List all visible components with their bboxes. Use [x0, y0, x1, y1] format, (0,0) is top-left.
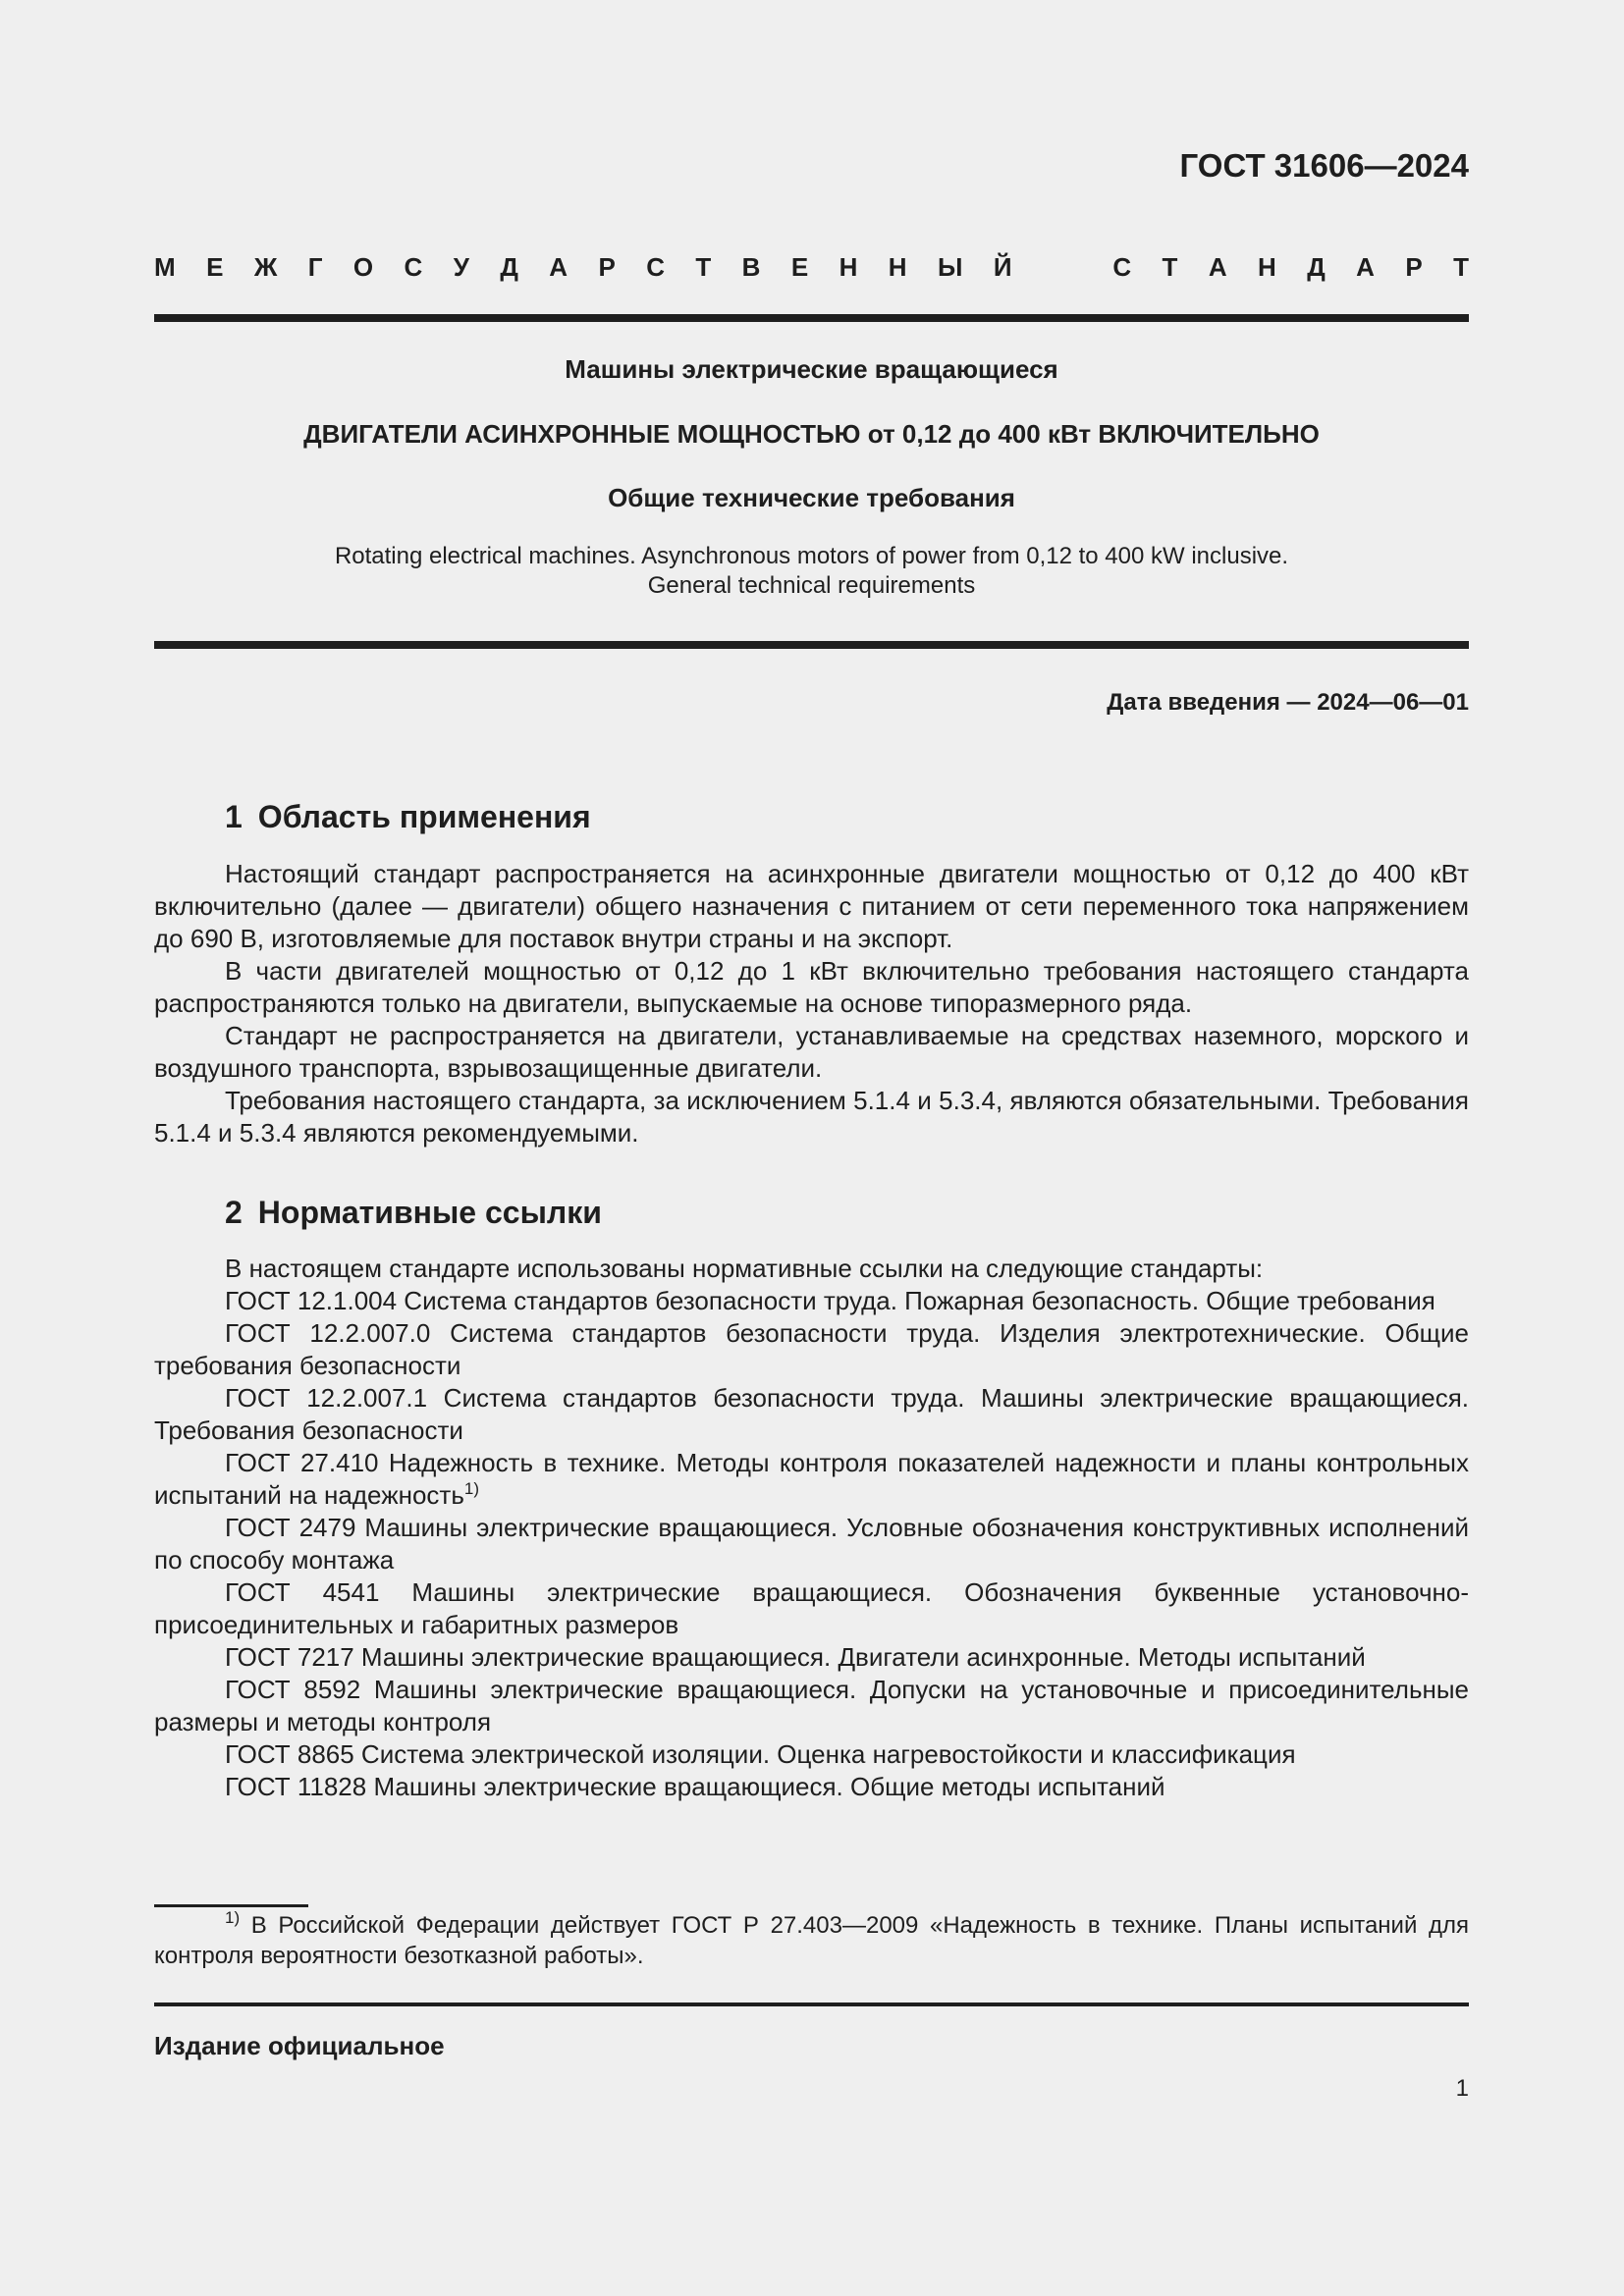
title-english-line-1: Rotating electrical machines. Asynchronous motors of power from 0,12 to 400 kW inclusive. — [334, 543, 1289, 569]
effective-date: Дата введения — 2024—06—01 — [1107, 689, 1469, 716]
banner-letter: Е — [206, 252, 224, 282]
banner-letter: Й — [993, 252, 1012, 282]
normative-reference: ГОСТ 8592 Машины электрические вращающиеся. Допуски на установочные и присоединительные размеры и методы контроля — [154, 1675, 1469, 1736]
banner-letter: Ы — [937, 252, 963, 282]
document-number: ГОСТ 31606—2024 — [1179, 147, 1469, 184]
title-main: ДВИГАТЕЛИ АСИНХРОННЫЕ МОЩНОСТЬЮ от 0,12 до 400 кВт ВКЛЮЧИТЕЛЬНО — [303, 419, 1320, 449]
banner-letter: Р — [1405, 252, 1423, 282]
banner-letter: Т — [695, 252, 712, 282]
normative-reference: ГОСТ 7217 Машины электрические вращающиеся. Двигатели асинхронные. Методы испытаний — [225, 1642, 1366, 1672]
banner-letter: Д — [500, 252, 518, 282]
title-group: Машины электрические вращающиеся — [565, 354, 1058, 384]
section-1-body — [154, 858, 1469, 1149]
banner-letter: М — [154, 252, 176, 282]
banner-letter: В — [741, 252, 761, 282]
normative-reference: ГОСТ 12.2.007.1 Система стандартов безопасности труда. Машины электрические вращающиеся. Требования безопасности — [154, 1383, 1469, 1445]
section-1-paragraph: Требования настоящего стандарта, за исключением 5.1.4 и 5.3.4, являются обязательными. Требования 5.1.4 и 5.3.4 являются рекомендуемыми. — [154, 1086, 1469, 1148]
normative-reference: ГОСТ 11828 Машины электрические вращающиеся. Общие методы испытаний — [225, 1772, 1165, 1801]
banner-letter: Р — [598, 252, 616, 282]
section-1-paragraph: Стандарт не распространяется на двигатели, устанавливаемые на средствах наземного, морского и воздушного транспорта, взрывозащищенные двигатели. — [154, 1021, 1469, 1083]
banner-letter: А — [1208, 252, 1227, 282]
banner-letter: А — [1356, 252, 1375, 282]
footnote — [154, 1910, 1469, 1971]
normative-reference: ГОСТ 12.1.004 Система стандартов безопасности труда. Пожарная безопасность. Общие требования — [225, 1286, 1435, 1315]
banner-letter: Ж — [253, 252, 278, 282]
edition-label: Издание официальное — [154, 2031, 445, 2060]
footnote-mark: 1) — [225, 1908, 241, 1927]
header-rule-bottom — [154, 641, 1469, 649]
banner-letter: Д — [1307, 252, 1326, 282]
section-2-intro: В настоящем стандарте использованы нормативные ссылки на следующие стандарты: — [225, 1254, 1264, 1283]
banner-letter: У — [453, 252, 469, 282]
banner-letter: Е — [790, 252, 809, 282]
footnote-separator — [154, 1904, 308, 1907]
title-english — [154, 542, 1469, 601]
banner-letter: С — [1112, 252, 1132, 282]
banner-letter: С — [404, 252, 423, 282]
normative-reference: ГОСТ 8865 Система электрической изоляции. Оценка нагревостойкости и классификация — [225, 1739, 1296, 1769]
normative-reference: ГОСТ 12.2.007.0 Система стандартов безопасности труда. Изделия электротехнические. Общие требования безопасности — [154, 1318, 1469, 1380]
title-sub: Общие технические требования — [608, 483, 1015, 512]
section-1-title: Область применения — [257, 799, 591, 834]
section-1-paragraph: Настоящий стандарт распространяется на асинхронные двигатели мощностью от 0,12 до 400 кВт включительно (далее — двигатели) общего назначения с питанием от сети переменного тока напряжением до 690 В, изготовляемые для поставок внутри страны и на экспорт. — [154, 859, 1469, 953]
section-2-number: 2 — [225, 1195, 243, 1230]
banner-letter: Н — [888, 252, 907, 282]
normative-reference: ГОСТ 2479 Машины электрические вращающиеся. Условные обозначения конструктивных исполнений по способу монтажа — [154, 1513, 1469, 1575]
banner-letter: Н — [1258, 252, 1276, 282]
banner-letter: Н — [839, 252, 858, 282]
footnote-text: В Российской Федерации действует ГОСТ Р 27.403—2009 «Надежность в технике. Планы испытаний для контроля вероятности безотказной работы». — [154, 1912, 1469, 1969]
footer-rule — [154, 2002, 1469, 2006]
banner-letter: Т — [1162, 252, 1178, 282]
normative-reference: ГОСТ 4541 Машины электрические вращающиеся. Обозначения буквенные установочно-присоединительных и габаритных размеров — [154, 1577, 1469, 1639]
normative-reference — [154, 1447, 1469, 1512]
page-number: 1 — [1455, 2075, 1469, 2102]
banner-letter: А — [549, 252, 568, 282]
banner-letter: Т — [1453, 252, 1469, 282]
section-1-number: 1 — [225, 799, 243, 834]
section-2-body — [154, 1253, 1469, 1803]
banner-letter: Г — [307, 252, 323, 282]
section-2-title: Нормативные ссылки — [257, 1195, 602, 1230]
section-2-heading — [225, 1191, 602, 1234]
section-1-paragraph: В части двигателей мощностью от 0,12 до 1 кВт включительно требования настоящего стандарта распространяются только на двигатели, выпускаемые на основе типоразмерного ряда. — [154, 956, 1469, 1018]
banner-letter: С — [646, 252, 665, 282]
banner-letter: О — [352, 252, 374, 282]
header-rule-top — [154, 314, 1469, 322]
normative-reference-text: ГОСТ 27.410 Надежность в технике. Методы контроля показателей надежности и планы контрольных испытаний на надежность — [154, 1448, 1469, 1510]
section-1-heading — [225, 795, 591, 838]
title-english-line-2: General technical requirements — [647, 572, 976, 599]
footnote-reference-mark[interactable]: 1) — [463, 1479, 479, 1498]
banner-word-gap — [1043, 249, 1082, 285]
standard-type-banner — [154, 249, 1469, 285]
